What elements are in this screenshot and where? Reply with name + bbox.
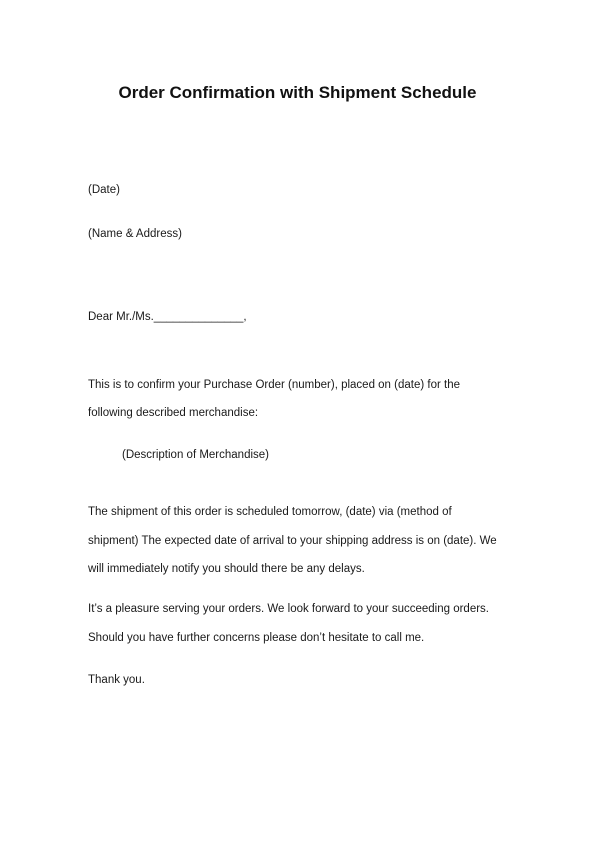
merchandise-description: (Description of Merchandise): [122, 449, 270, 461]
date-placeholder: (Date): [88, 184, 120, 196]
salutation: Dear Mr./Ms.______________,: [88, 311, 247, 323]
paragraph-line: It’s a pleasure serving your orders. We look forward to your succeeding orders.: [88, 603, 489, 615]
paragraph-line: shipment) The expected date of arrival to your shipping address is on (date). We: [88, 535, 497, 547]
closing: Thank you.: [88, 674, 145, 686]
paragraph-line: The shipment of this order is scheduled tomorrow, (date) via (method of: [88, 506, 452, 518]
name-address-placeholder: (Name & Address): [88, 228, 182, 240]
document-title: Order Confirmation with Shipment Schedule: [118, 83, 477, 102]
paragraph-line: Should you have further concerns please don’t hesitate to call me.: [88, 632, 425, 644]
paragraph-line: following described merchandise:: [88, 407, 259, 419]
paragraph-line: will immediately notify you should there be any delays.: [88, 563, 365, 575]
paragraph-line: This is to confirm your Purchase Order (number), placed on (date) for the: [88, 379, 460, 391]
